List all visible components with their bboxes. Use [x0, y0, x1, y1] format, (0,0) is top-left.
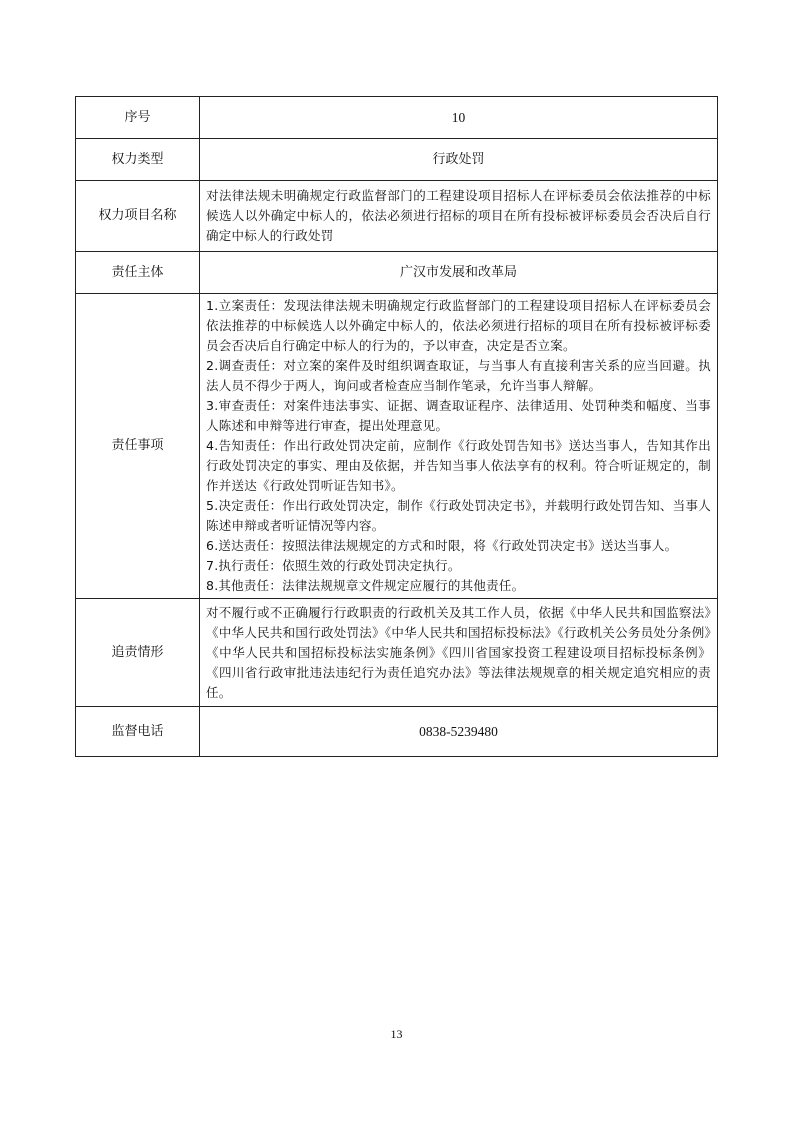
- power-item-name-label: 权力项目名称: [76, 181, 200, 252]
- responsibility-item-other: 8.其他责任：法律法规规章文件规定应履行的其他责任。: [206, 578, 525, 593]
- responsibilities-list: [200, 294, 718, 599]
- accountability-value: 对不履行或不正确履行行政职责的行政机关及其工作人员，依据《中华人民共和国监察法》《中华人民共和国行政处罚法》《中华人民共和国招标投标法》《行政机关公务员处分条例》《中华人民共和国招标投标法实施条例》《四川省国家投资工程建设项目招标投标条例》《四川省行政审批违法违纪行为责任追究办法》等法律法规规章的相关规定追究相应的责任。: [200, 599, 718, 707]
- responsibility-item-review: 3.审查责任：对案件违法事实、证据、调查取证程序、法律适用、处罚种类和幅度、当事人陈述和申辩等进行审查，提出处理意见。: [206, 398, 711, 433]
- power-type-row: [76, 139, 718, 181]
- responsibility-item-filing: 1.立案责任：发现法律法规未明确规定行政监督部门的工程建设项目招标人在评标委员会依法推荐的中标候选人以外确定中标人的，依法必须进行招标的项目在所有投标被评标委员会否决后自行确定中标人的行为的，予以审查，决定是否立案。: [206, 298, 711, 353]
- responsible-entity-value: 广汉市发展和改革局: [200, 252, 718, 294]
- accountability-label: 追责情形: [76, 599, 200, 707]
- responsibilities-label: 责任事项: [76, 294, 200, 599]
- power-list-table: [75, 96, 718, 757]
- row-number-row: [76, 97, 718, 139]
- row-number-label: 序号: [76, 97, 200, 139]
- responsible-entity-row: [76, 252, 718, 294]
- row-number-value: 10: [200, 97, 718, 139]
- supervision-phone-row: [76, 707, 718, 757]
- page-number: 13: [390, 1027, 403, 1041]
- responsibilities-row: [76, 294, 718, 599]
- responsibility-item-decision: 5.决定责任：作出行政处罚决定，制作《行政处罚决定书》，并载明行政处罚告知、当事人陈述申辩或者听证情况等内容。: [206, 498, 711, 533]
- responsibility-item-notification: 4.告知责任：作出行政处罚决定前，应制作《行政处罚告知书》送达当事人，告知其作出行政处罚决定的事实、理由及依据，并告知当事人依法享有的权利。符合听证规定的，制作并送达《行政处罚听证告知书》。: [206, 438, 711, 493]
- power-item-name-row: [76, 181, 718, 252]
- responsibility-item-delivery: 6.送达责任：按照法律法规规定的方式和时限，将《行政处罚决定书》送达当事人。: [206, 538, 678, 553]
- power-type-label: 权力类型: [76, 139, 200, 181]
- responsibility-item-execution: 7.执行责任：依照生效的行政处罚决定执行。: [206, 558, 461, 573]
- responsible-entity-label: 责任主体: [76, 252, 200, 294]
- power-type-value: 行政处罚: [200, 139, 718, 181]
- supervision-phone-label: 监督电话: [76, 707, 200, 757]
- power-item-name-value: 对法律法规未明确规定行政监督部门的工程建设项目招标人在评标委员会依法推荐的中标候选人以外确定中标人的，依法必须进行招标的项目在所有投标被评标委员会否决后自行确定中标人的行政处罚: [200, 181, 718, 252]
- accountability-row: [76, 599, 718, 707]
- supervision-phone-value: 0838-5239480: [200, 707, 718, 757]
- responsibility-item-investigation: 2.调查责任：对立案的案件及时组织调查取证，与当事人有直接利害关系的应当回避。执法人员不得少于两人，询问或者检查应当制作笔录，允许当事人辩解。: [206, 358, 711, 393]
